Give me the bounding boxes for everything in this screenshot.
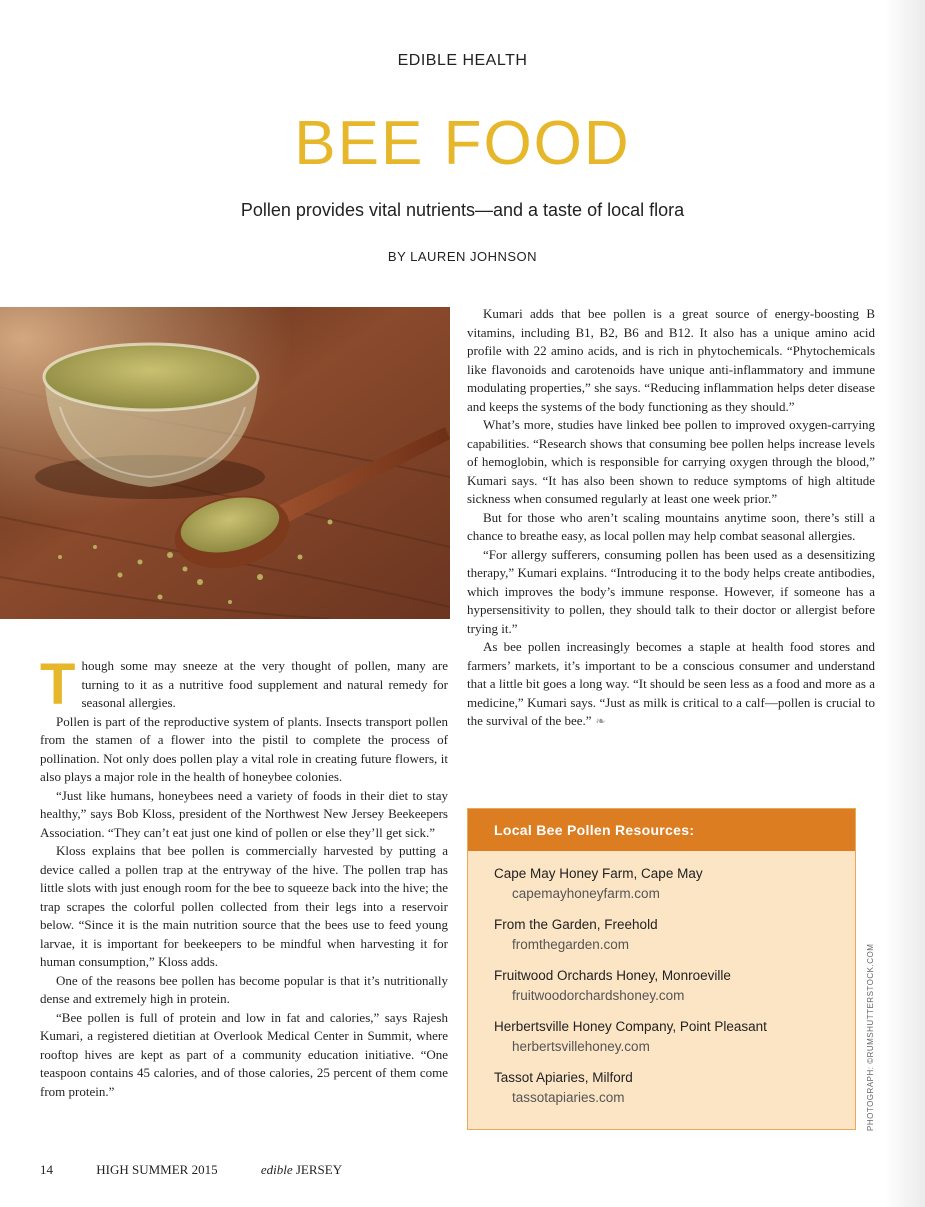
article-paragraph: Pollen is part of the reproductive system of plants. Insects transport pollen from the stamen of a flower into the pistil to complete the process of pollination. Not only does pollen play a vital role in creating future flowers, it also plays a major role in the health of honeybee colonies. [40,713,448,784]
issue-label: HIGH SUMMER 2015 [96,1162,218,1177]
resource-url[interactable]: capemayhoneyfarm.com [512,886,660,901]
publication-title: JERSEY [295,1162,343,1177]
resource-url[interactable]: herbertsvillehoney.com [512,1039,650,1054]
page-number: 14 [40,1162,53,1177]
end-mark-icon: ❧ [595,714,606,728]
resource-url[interactable]: fromthegarden.com [512,937,630,952]
left-article-column [40,652,448,1101]
publication-prefix: edible [260,1162,293,1177]
closing-paragraph-text: As bee pollen increasingly becomes a staple at health food stores and farmers’ markets, it’s important to be a conscious consumer and understand that a little bit goes a long way. “It should be seen less as a food and more as a medicine,” Kumari says. “Just as milk is critical to a calf—pollen is crucial to the survival of the bee.” [467,639,875,728]
article-paragraph: “Just like humans, honeybees need a variety of foods in their diet to stay healthy,” says Bob Kloss, president of the Northwest New Jersey Beekeepers Association. “They can’t eat just one kind of pollen or else they’ll get sick.” [40,787,448,840]
publication-name [261,1162,342,1177]
resource-item [494,915,658,955]
resource-item [494,966,731,1006]
page-footer [40,1162,382,1178]
bee-pollen-photo [0,307,450,619]
right-article-column [467,305,875,731]
resources-box [467,808,856,1130]
page-edge-shadow [885,0,925,1207]
resources-heading: Local Bee Pollen Resources: [468,809,855,851]
resource-item [494,864,703,904]
lead-paragraph-text: hough some may sneeze at the very thought of pollen, many are turning to it as a nutritive food supplement and natural remedy for seasonal allergies. [81,658,448,710]
article-paragraph: Kloss explains that bee pollen is commercially harvested by putting a device called a pollen trap at the entryway of the hive. The pollen trap has little slots with just enough room for the bee to squeeze back into the hive; the trap scrapes the colorful pollen collected from their legs into a reservoir below. “Since it is the main nutrition source that the bees use to feed young larvae, it is important for beekeepers to be mindful when harvesting it for human consumption,” Kloss adds. [40,843,448,969]
resource-item [494,1068,633,1108]
article-paragraph: But for those who aren’t scaling mountains anytime soon, there’s still a chance to breathe easy, as local pollen may help combat seasonal allergies. [467,509,875,543]
resource-name: Herbertsville Honey Company, Point Pleasant [494,1019,767,1034]
resource-name: Tassot Apiaries, Milford [494,1070,633,1085]
article-title: BEE FOOD [294,109,631,178]
resource-url[interactable]: tassotapiaries.com [512,1090,625,1105]
article-paragraph: “Bee pollen is full of protein and low in fat and calories,” says Rajesh Kumari, a registered dietitian at Overlook Medical Center in Summit, where rooftop hives are kept as part of a community education initiative. “One teaspoon contains 45 calories, and of those calories, 25 percent of them come from protein.” [40,1009,448,1099]
resource-item [494,1017,767,1057]
article-paragraph: What’s more, studies have linked bee pollen to improved oxygen-carrying capabilities. “Research shows that consuming bee pollen helps increase levels of hemoglobin, which is responsible for carrying oxygen through the blood,” Kumari says. “It has also been shown to reduce symptoms of high altitude sickness when consumed regularly at least one week prior.” [467,417,875,506]
article-paragraph: One of the reasons bee pollen has become popular is that it’s nutritionally dense and extremely high in protein. [40,972,448,1006]
article-paragraph: Kumari adds that bee pollen is a great source of energy-boosting B vitamins, including B1, B2, B6 and B12. It also has a unique amino acid profile with 22 amino acids, and is rich in phytochemicals. “Phytochemicals like flavonoids and carotenoids have unique anti-inflammatory and immune modulating properties,” she says. “Reducing inflammation helps deter disease and keeps the systems of the body functioning as they should.” [467,306,875,414]
article-subtitle: Pollen provides vital nutrients—and a taste of local flora [240,200,685,220]
article-paragraph [40,652,448,717]
resource-url[interactable]: fruitwoodorchardshoney.com [512,988,685,1003]
drop-cap: T [40,652,76,717]
resource-name: Fruitwood Orchards Honey, Monroeville [494,968,731,983]
section-label: EDIBLE HEALTH [397,52,528,69]
resource-name: Cape May Honey Farm, Cape May [494,866,703,881]
article-paragraph: “For allergy sufferers, consuming pollen has been used as a desensitizing therapy,” Kumari explains. “Introducing it to the body helps create antibodies, which improves the body’s immune response. However, if someone has a hypersensitivity to pollen, they should talk to their doctor or allergist before trying it.” [467,546,875,636]
byline: BY LAUREN JOHNSON [387,249,538,264]
photo-credit: PHOTOGRAPH: ©RUMSHUTTERSTOCK.COM [866,943,875,1131]
article-paragraph [467,638,875,731]
resource-name: From the Garden, Freehold [494,917,658,932]
